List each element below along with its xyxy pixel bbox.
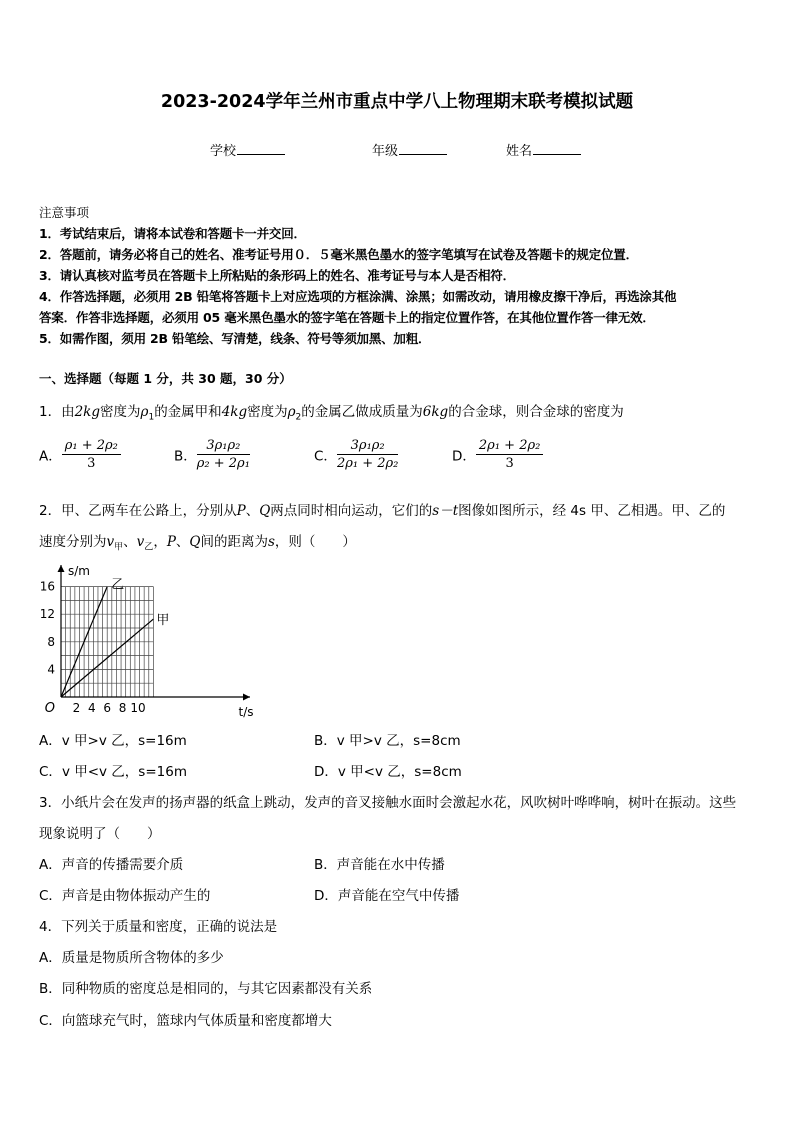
question-4: 4．下列关于质量和密度，正确的说法是: [39, 919, 278, 935]
fraction-numerator: 3ρ₁ρ₂: [337, 438, 398, 455]
q4-option-b[interactable]: B．同种物质的密度总是相同的，与其它因素都没有关系: [39, 981, 373, 997]
series-label: 甲: [156, 613, 170, 629]
q1-text: 的合金球，则合金球的密度为: [448, 404, 624, 420]
option-text: v 甲>v 乙，s=16m: [61, 733, 187, 749]
school-field: [210, 140, 285, 159]
note-item: 答案．作答非选择题，必须用 05 毫米黑色墨水的签字笔在答题卡上的指定位置作答，在其他位置作答一律无效．: [39, 310, 655, 325]
name-field: [506, 140, 581, 159]
q3-option-c[interactable]: C．声音是由物体振动产生的: [39, 888, 211, 904]
question-1: [39, 400, 624, 423]
option-label: C．: [314, 448, 337, 465]
option-label: D．: [314, 764, 338, 780]
y-tick-label: 12: [39, 607, 55, 622]
q3-option-b[interactable]: B．声音能在水中传播: [314, 857, 445, 873]
q2-text: 速度分别为: [39, 534, 107, 550]
q4-option-a[interactable]: A．质量是物质所含物体的多少: [39, 950, 224, 966]
x-tick-label: 2: [72, 701, 81, 715]
fraction-numerator: ρ₁ + 2ρ₂: [62, 438, 121, 455]
option-label: A．: [39, 733, 62, 749]
q2-subscript: 乙: [144, 542, 154, 553]
option-label: B．: [314, 733, 337, 749]
question-3-line-2: 现象说明了（ ）: [39, 826, 161, 842]
q1-text: 的金属甲和: [154, 404, 222, 420]
section-heading: 一、选择题（每题 1 分，共 30 题，30 分）: [39, 371, 292, 386]
q2-math: Q: [189, 534, 201, 550]
q2-option-a[interactable]: [39, 729, 187, 749]
q1-math: ρ: [140, 404, 149, 420]
fraction-numerator: 3ρ₁ρ₂: [197, 438, 250, 455]
option-text: v 甲<v 乙，s=16m: [61, 764, 187, 780]
y-axis-label: s/m: [68, 564, 90, 578]
q1-subscript: 1: [148, 412, 155, 423]
q2-text: 两点同时相向运动，它们的: [270, 503, 433, 519]
school-blank: [237, 142, 285, 155]
option-text: v 甲>v 乙，s=8cm: [336, 733, 461, 749]
q2-text: ，: [153, 534, 167, 550]
y-tick-label: 16: [39, 579, 55, 594]
note-item: 1．考试结束后，请将本试卷和答题卡一并交回．: [39, 226, 306, 241]
school-label: 学校: [210, 144, 237, 159]
x-axis-label: t/s: [238, 705, 254, 719]
exam-title: 2023-2024学年兰州市重点中学八上物理期末联考模拟试题: [160, 92, 634, 112]
q1-math: 2kg: [74, 404, 101, 420]
q2-text: 2．甲、乙两车在公路上，分别从: [39, 503, 237, 519]
x-tick-label: 6: [103, 701, 112, 715]
q2-math: P: [236, 503, 246, 519]
q1-option-d[interactable]: [452, 438, 543, 471]
fraction-denominator: 3: [505, 456, 514, 471]
fraction-numerator: 2ρ₁ + 2ρ₂: [476, 438, 543, 455]
st-graph: [38, 560, 268, 720]
x-tick-label: 4: [87, 701, 96, 715]
question-2-line-1: [39, 499, 725, 519]
option-label: A．: [39, 448, 62, 465]
option-text: v 甲<v 乙，s=8cm: [337, 764, 462, 780]
q2-math: v: [106, 534, 115, 550]
series-label: 乙: [111, 577, 125, 593]
q1-math: ρ: [287, 404, 296, 420]
fraction-denominator: ρ₂ + 2ρ₁: [196, 456, 250, 471]
q2-math: P: [166, 534, 176, 550]
q2-math: v: [136, 534, 145, 550]
q2-math: s－t: [432, 503, 459, 519]
note-item: 4．作答选择题，必须用 2B 铅笔将答题卡上对应选项的方框涂满、涂黑；如需改动，请用橡皮擦干净后，再选涂其他: [39, 289, 677, 304]
q2-math: Q: [259, 503, 271, 519]
fraction-denominator: 2ρ₁ + 2ρ₂: [336, 456, 399, 471]
q1-text: 1．由: [39, 404, 75, 420]
q2-option-c[interactable]: [39, 760, 187, 780]
y-tick-label: 4: [47, 662, 55, 677]
grade-label: 年级: [372, 144, 399, 159]
q1-option-a[interactable]: [39, 438, 121, 471]
q2-subscript: 甲: [114, 542, 124, 553]
name-blank: [533, 142, 581, 155]
q2-math: s: [267, 534, 275, 550]
question-3-line-1: 3．小纸片会在发声的扬声器的纸盒上跳动，发声的音叉接触水面时会激起水花，风吹树叶哗哗响，树叶在振动。这些: [39, 795, 737, 811]
q1-text: 密度为: [247, 404, 288, 420]
note-item: 3．请认真核对监考员在答题卡上所粘贴的条形码上的姓名、准考证号与本人是否相符．: [39, 268, 515, 283]
grade-blank: [399, 142, 447, 155]
name-label: 姓名: [506, 144, 533, 159]
q1-math: 6kg: [422, 404, 449, 420]
q1-option-c[interactable]: [314, 438, 398, 471]
option-label: D．: [452, 448, 476, 465]
q1-subscript: 2: [295, 412, 302, 423]
q2-option-d[interactable]: [314, 760, 462, 780]
grade-field: [372, 140, 447, 159]
option-label: C．: [39, 764, 62, 780]
q2-text: 间的距离为: [200, 534, 268, 550]
q3-option-a[interactable]: A．声音的传播需要介质: [39, 857, 184, 873]
q1-text: 密度为: [100, 404, 141, 420]
note-item: 5．如需作图，须用 2B 铅笔绘、写清楚，线条、符号等须加黑、加粗．: [39, 331, 431, 346]
x-tick-label: 8: [118, 701, 127, 715]
q2-text: 、: [123, 534, 137, 550]
note-item: 2．答题前，请务必将自己的姓名、准考证号用０．５毫米黑色墨水的签字笔填写在试卷及答题卡的规定位置．: [39, 247, 638, 262]
x-tick-label: 10: [130, 701, 146, 715]
q1-math: 4kg: [221, 404, 248, 420]
notes-heading: 注意事项: [39, 205, 90, 220]
q2-text: 、: [175, 534, 190, 550]
question-2-line-2: [39, 530, 356, 553]
q1-option-b[interactable]: [174, 438, 250, 471]
q2-text: ，则（ ）: [274, 534, 356, 550]
origin-label: O: [44, 701, 55, 716]
fraction-denominator: 3: [87, 456, 96, 471]
y-tick-label: 8: [47, 634, 55, 649]
q1-text: 的金属乙做成质量为: [301, 404, 423, 420]
q3-option-d[interactable]: D．声音能在空气中传播: [314, 888, 460, 904]
q4-option-c[interactable]: C．向篮球充气时，篮球内气体质量和密度都增大: [39, 1013, 332, 1029]
q2-option-b[interactable]: [314, 729, 461, 749]
q2-text: 图像如图所示，经 4s 甲、乙相遇。甲、乙的: [458, 503, 726, 519]
option-label: B．: [174, 448, 197, 465]
q2-text: 、: [245, 503, 260, 519]
